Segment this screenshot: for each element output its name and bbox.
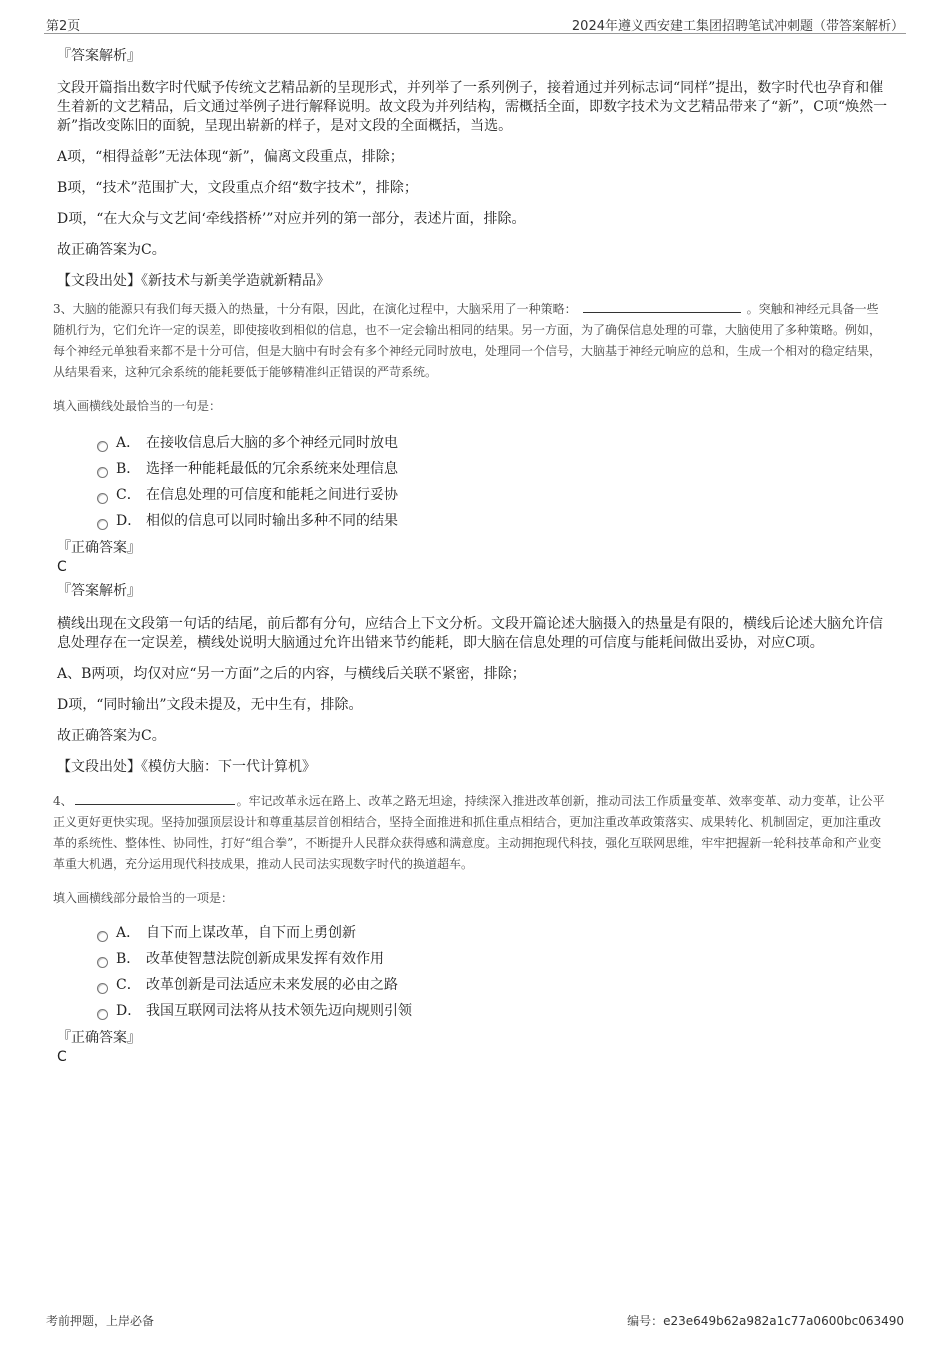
document-title: 2024年遵义西安建工集团招聘笔试冲刺题（带答案解析） xyxy=(571,19,904,34)
analysis-option-a: A项，“相得益彰”无法体现“新”，偏离文段重点，排除； xyxy=(57,149,404,165)
option-text: 改革使智慧法院创新成果发挥有效作用 xyxy=(146,951,384,967)
option-a[interactable] xyxy=(97,920,890,946)
analysis-tag: 『答案解析』 xyxy=(57,48,141,64)
option-text: 相似的信息可以同时输出多种不同的结果 xyxy=(146,513,398,529)
option-key: D． xyxy=(116,513,142,529)
page-header xyxy=(44,13,906,34)
fill-blank xyxy=(75,792,235,805)
analysis-option-b: B项，“技术”范围扩大，文段重点介绍“数字技术”，排除； xyxy=(57,180,418,196)
question-4-stem-before: 4、 xyxy=(53,794,73,808)
question-3-stem-before: 3、大脑的能源只有我们每天摄入的热量，十分有限，因此，在演化过程中，大脑采用了一种策略： xyxy=(53,302,577,316)
radio-icon[interactable] xyxy=(97,467,108,478)
option-key: A． xyxy=(116,925,141,941)
option-key: B． xyxy=(116,951,141,967)
conclusion: 故正确答案为C。 xyxy=(57,728,166,744)
option-key: D． xyxy=(116,1003,142,1019)
radio-icon[interactable] xyxy=(97,983,108,994)
option-text: 在接收信息后大脑的多个神经元同时放电 xyxy=(146,435,398,451)
analysis-option-ab: A、B两项，均仅对应“另一方面”之后的内容，与横线后关联不紧密，排除； xyxy=(57,666,526,682)
footer-slogan: 考前押题，上岸必备 xyxy=(46,1314,155,1328)
option-c[interactable] xyxy=(97,972,890,998)
option-key: A． xyxy=(116,435,141,451)
radio-icon[interactable] xyxy=(97,1009,108,1020)
conclusion: 故正确答案为C。 xyxy=(57,242,166,258)
option-c[interactable] xyxy=(97,482,890,508)
option-a[interactable] xyxy=(97,430,890,456)
option-text: 在信息处理的可信度和能耗之间进行妥协 xyxy=(146,487,398,503)
document-id: 编号：e23e649b62a982a1c77a0600bc063490 xyxy=(627,1314,904,1328)
radio-icon[interactable] xyxy=(97,493,108,504)
option-b[interactable] xyxy=(97,946,890,972)
option-text: 改革创新是司法适应未来发展的必由之路 xyxy=(146,977,398,993)
option-d[interactable] xyxy=(97,508,890,534)
source: 【文段出处】《模仿大脑：下一代计算机》 xyxy=(57,759,316,775)
fill-blank xyxy=(583,300,741,313)
answer-tag: 『正确答案』 xyxy=(57,1030,141,1046)
radio-icon[interactable] xyxy=(97,441,108,452)
option-key: C． xyxy=(116,977,141,993)
question-4-stem-after: 。牢记改革永远在路上、改革之路无坦途，持续深入推进改革创新，推动司法工作质量变革、效率变革、动力变革，让公平正义更好更快实现。坚持加强顶层设计和尊重基层首创相结合，坚持全面推进和抓住重点相结合，更加注重改革政策落实、成果转化、机制固定，更加注重改革的系统性、整体性、协同性，打好“组合拳”，不断提升人民群众获得感和满意度。主动拥抱现代科技，强化互联网思维，牢牢把握新一轮科技革命和产业变革重大机遇，充分运用现代科技成果，推动人民司法实现数字时代的换道超车。 xyxy=(53,794,885,871)
option-b[interactable] xyxy=(97,456,890,482)
analysis-tag: 『答案解析』 xyxy=(57,583,141,599)
question-4-options xyxy=(97,920,890,1024)
radio-icon[interactable] xyxy=(97,957,108,968)
option-d[interactable] xyxy=(97,998,890,1024)
option-text: 自下而上谋改革，自下而上勇创新 xyxy=(146,925,356,941)
question-3-stem-after: 。突触和神经元具备一些随机行为，它们允许一定的误差，即使接收到相似的信息，也不一定会输出相同的结果。另一方面，为了确保信息处理的可靠，大脑使用了多种策略。例如，每个神经元单独看来都不是十分可信，但是大脑中有时会有多个神经元同时放电，处理同一个信号，大脑基于神经元响应的总和，生成一个相对的稳定结果，从结果看来，这种冗余系统的能耗要低于能够精准纠正错误的严苛系统。 xyxy=(53,302,882,379)
question-3-prompt: 填入画横线处最恰当的一句是： xyxy=(53,399,222,413)
option-text: 选择一种能耗最低的冗余系统来处理信息 xyxy=(146,461,398,477)
analysis-option-d: D项，“在大众与文艺间‘牵线搭桥’”对应并列的第一部分，表述片面，排除。 xyxy=(57,211,526,227)
option-key: C． xyxy=(116,487,141,503)
analysis-option-d: D项，“同时输出”文段未提及，无中生有，排除。 xyxy=(57,697,363,713)
question-4-stem xyxy=(53,791,890,875)
analysis-text: 文段开篇指出数字时代赋予传统文艺精品新的呈现形式，并列举了一系列例子，接着通过并列标志词“同样”提出，数字时代也孕育和催生着新的文艺精品，后文通过举例子进行解释说明。故文段为并列结构，需概括全面，即数字技术为文艺精品带来了“新”，C项“焕然一新”指改变陈旧的面貌，呈现出崭新的样子，是对文段的全面概括，当选。 xyxy=(57,80,888,134)
analysis-text: 横线出现在文段第一句话的结尾，前后都有分句，应结合上下文分析。文段开篇论述大脑摄入的热量是有限的，横线后论述大脑允许信息处理存在一定误差，横线处说明大脑通过允许出错来节约能耗，即大脑在信息处理的可信度与能耗间做出妥协，对应C项。 xyxy=(57,616,883,651)
page-number: 第2页 xyxy=(46,19,81,34)
question-4-prompt: 填入画横线部分最恰当的一项是： xyxy=(53,891,234,905)
question-3-options xyxy=(97,430,890,534)
source: 【文段出处】《新技术与新美学造就新精品》 xyxy=(57,273,330,289)
page-content xyxy=(53,46,890,1067)
answer-tag: 『正确答案』 xyxy=(57,540,141,556)
radio-icon[interactable] xyxy=(97,931,108,942)
option-key: B． xyxy=(116,461,141,477)
option-text: 我国互联网司法将从技术领先迈向规则引领 xyxy=(146,1003,412,1019)
answer-value: C xyxy=(57,1049,67,1065)
radio-icon[interactable] xyxy=(97,519,108,530)
answer-value: C xyxy=(57,559,67,575)
question-3-stem xyxy=(53,299,890,383)
